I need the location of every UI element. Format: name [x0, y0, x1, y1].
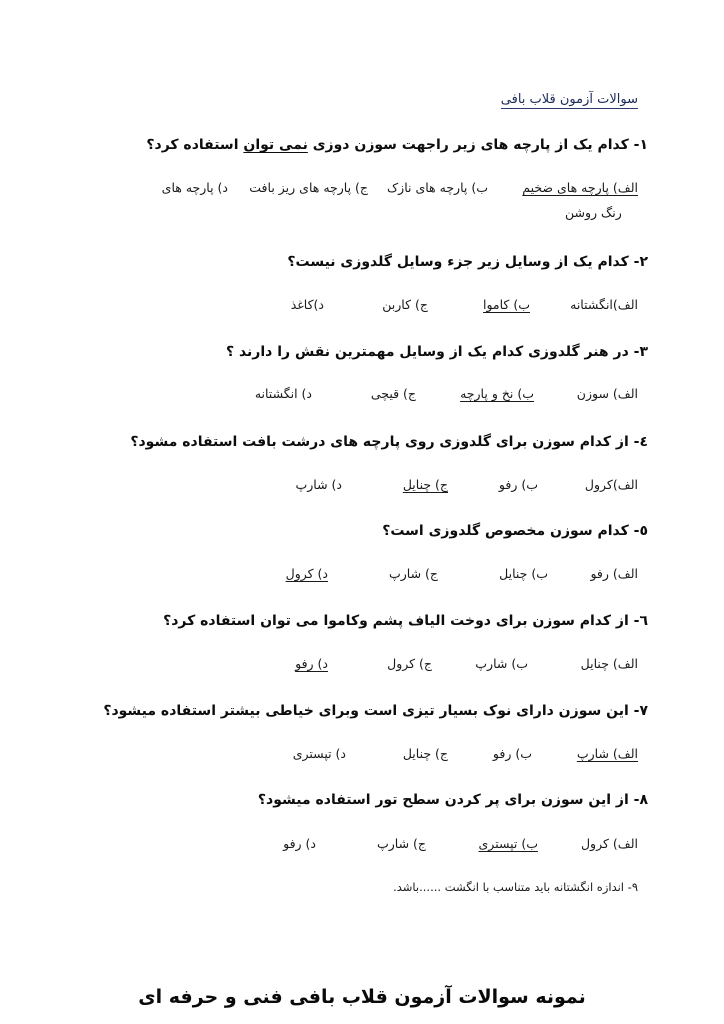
option-alef: الف) رفو — [590, 566, 638, 581]
option-alef: الف)انگشتانه — [570, 297, 638, 312]
option-be: ب) رفو — [498, 477, 538, 492]
question-5-options — [100, 566, 638, 588]
option-be: ب) تپستری — [478, 836, 538, 851]
option-jim: ج) کاربن — [382, 297, 428, 312]
option-be: ب) کاموا — [482, 297, 530, 312]
question-8-options — [100, 836, 638, 858]
option-dal: د) انگشتانه — [254, 386, 312, 401]
question-1-text-after: استفاده کرد؟ — [146, 137, 244, 153]
option-jim: ج) پارچه های ریز بافت — [249, 180, 368, 195]
question-7-options — [100, 746, 638, 768]
option-be: ب) چنایل — [499, 566, 548, 581]
option-jim: ج) چنایل — [402, 477, 448, 492]
question-6: ٦- از کدام سوزن برای دوخت الیاف پشم وکاموا می توان استفاده کرد؟ — [163, 613, 648, 629]
option-be: ب) نخ و پارچه — [460, 386, 534, 401]
option-be: ب) شارپ — [475, 656, 528, 671]
option-dal: د) پارچه های — [161, 180, 228, 195]
question-4-options — [100, 477, 638, 499]
option-dal: د) رفو — [295, 656, 328, 671]
question-1-option-dal-wrap: رنگ روشن — [565, 205, 622, 220]
option-jim: ج) چنایل — [402, 746, 448, 761]
option-jim: ج) کرول — [387, 656, 432, 671]
question-7: ۷- این سوزن دارای نوک بسیار تیزی است وبرای خیاطی بیشتر استفاده میشود؟ — [103, 703, 648, 719]
document-header-title: سوالات آزمون قلاب بافی — [500, 92, 638, 107]
option-dal: د) شارپ — [295, 477, 342, 492]
option-alef: الف) سوزن — [576, 386, 638, 401]
question-1 — [146, 137, 648, 153]
option-dal: د)کاغذ — [290, 297, 324, 312]
question-3: ۳- در هنر گلدوزی کدام یک از وسایل مهمترین نقش را دارند ؟ — [225, 344, 648, 360]
question-2-options — [100, 297, 638, 319]
option-alef: الف)کرول — [584, 477, 638, 492]
option-jim: ج) شارپ — [388, 566, 438, 581]
question-3-options — [100, 386, 638, 408]
option-jim: ج) شارپ — [376, 836, 426, 851]
option-alef: الف) پارچه های ضخیم — [522, 180, 638, 195]
option-alef: الف) شارپ — [576, 746, 638, 761]
question-6-options — [100, 656, 638, 678]
footer-title: نمونه سوالات آزمون قلاب بافی فنی و حرفه ای — [138, 986, 586, 1008]
question-1-options — [100, 180, 638, 202]
option-be: ب) رفو — [492, 746, 532, 761]
option-dal: د) رفو — [283, 836, 316, 851]
question-9-fill-in: ۹- اندازه انگشتانه باید متناسب با انگشت ......باشد. — [393, 880, 638, 894]
question-1-text-before: ۱- کدام یک از پارچه های زیر راجهت سوزن دوزی — [307, 137, 648, 153]
option-be: ب) پارچه های نازک — [386, 180, 488, 195]
option-alef: الف) کرول — [580, 836, 638, 851]
question-1-emphasis: نمی توان — [243, 137, 308, 153]
question-4: ٤- از کدام سوزن برای گلدوزی روی پارچه های درشت بافت استفاده مشود؟ — [130, 434, 648, 450]
question-2: ۲- کدام یک از وسایل زیر جزء وسایل گلدوزی نیست؟ — [287, 254, 648, 270]
option-jim: ج) قیچی — [370, 386, 416, 401]
option-dal: د) کرول — [285, 566, 328, 581]
question-5: ٥- کدام سوزن مخصوص گلدوزی است؟ — [382, 523, 648, 539]
option-dal: د) تپستری — [292, 746, 346, 761]
option-alef: الف) چنایل — [580, 656, 638, 671]
question-8: ۸- از این سوزن برای پر کردن سطح تور استفاده میشود؟ — [257, 792, 648, 808]
